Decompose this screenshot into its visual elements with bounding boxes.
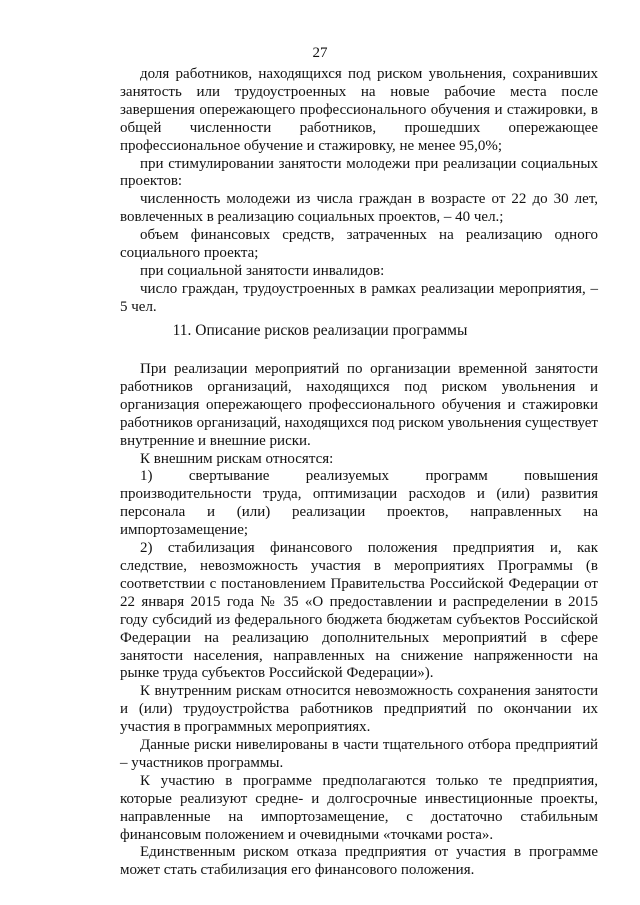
section-title: 11. Описание рисков реализации программы xyxy=(172,322,468,339)
paragraph: объем финансовых средств, затраченных на реализацию одного социального проекта; xyxy=(120,227,598,262)
paragraph: число граждан, трудоустроенных в рамках реализации мероприятия, – 5 чел. xyxy=(120,280,598,315)
paragraph: Данные риски нивелированы в части тщательного отбора предприятий – участников программы. xyxy=(120,737,598,771)
risks-block xyxy=(120,361,598,880)
paragraph: доля работников, находящихся под риском увольнения, сохранивших занятость или трудоустроенных на новые рабочие места после завершения опережающего профессионального обучения и стажировки, в общей численности работников, прошедших опережающее профессиональное обучение и стажировку, не менее 95,0%; xyxy=(120,66,598,154)
page-number: 27 xyxy=(312,45,328,61)
list-item: 1) свертывание реализуемых программ повышения производительности труда, оптимизации расходов и (или) развития персонала и (или) реализации проектов, направленных на импортозамещение; xyxy=(120,468,598,539)
paragraph: К внешним рискам относятся: xyxy=(140,450,334,467)
indicators-block xyxy=(120,66,598,317)
paragraph: численность молодежи из числа граждан в возрасте от 22 до 30 лет, вовлеченных в реализацию социальных проектов, – 40 чел.; xyxy=(120,191,598,226)
paragraph: К внутренним рискам относится невозможность сохранения занятости и (или) трудоустройства работников предприятий по окончании их участия в программных мероприятиях. xyxy=(120,683,598,736)
paragraph: при стимулировании занятости молодежи при реализации социальных проектов: xyxy=(120,155,598,190)
paragraph: при социальной занятости инвалидов: xyxy=(140,262,385,279)
paragraph: Единственным риском отказа предприятия от участия в программе может стать стабилизация его финансового положения. xyxy=(120,844,598,879)
paragraph: К участию в программе предполагаются только те предприятия, которые реализуют средне- и долгосрочные инвестиционные проекты, направленные на импортозамещение, с достаточно стабильным финансовым положением и очевидными «точками роста». xyxy=(120,772,598,843)
paragraph: При реализации мероприятий по организации временной занятости работников организаций, находящихся под риском увольнения и организация опережающего профессионального обучения и стажировки работников организаций, находящихся под риском увольнения существует внутренние и внешние риски. xyxy=(120,361,598,449)
list-item: 2) стабилизация финансового положения предприятия и, как следствие, невозможность участия в мероприятиях Программы (в соответствии с постановлением Правительства Российской Федерации от 22 января 2015 года № 35 «О предоставлении и распределении в 2015 году субсидий из федерального бюджета бюджетам субъектов Российской Федерации на реализацию дополнительных мероприятий в сфере занятости населения, направленных на снижение напряженности на рынке труда субъектов Российской Федерации»). xyxy=(120,540,598,682)
